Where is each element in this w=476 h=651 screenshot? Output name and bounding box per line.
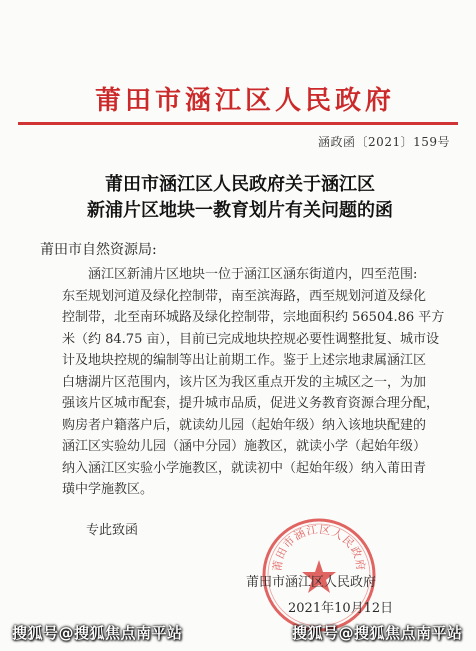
title-line: 莆田市涵江区人民政府关于涵江区 — [105, 174, 375, 195]
body-line: 东至规划河道及绿化控制带，南至滨海路，西至规划河道及绿化 — [62, 288, 427, 304]
body-line: 璜中学施教区。 — [62, 482, 154, 497]
issuing-authority: 莆田市涵江区人民政府 — [246, 575, 377, 590]
body-line: 控制带，北至南环城路及绿化控制带，宗地面积约 56504.86 平方 — [62, 310, 445, 325]
issue-date: 2021年10月12日 — [288, 601, 394, 616]
body-line: 米（约 84.75 亩），目前已完成地块控规必要性调整批复、城市设 — [62, 331, 439, 347]
body-line: 白塘湖片区范围内，该片区为我区重点开发的主城区之一，为加 — [62, 374, 427, 390]
body-line: 购房者户籍落户后，就读幼儿园（起始年级）纳入该地块配建的 — [62, 417, 427, 433]
letter-body — [62, 264, 450, 501]
watermark-right: 搜狐号@搜狐焦点南平站 — [292, 624, 463, 642]
document-title — [50, 172, 430, 224]
recipient: 莆田市自然资源局: — [40, 242, 157, 258]
body-line: 涵江区新浦片区地块一位于涵江区涵东街道内，四至范围: — [88, 267, 418, 282]
closing-phrase: 专此致函 — [86, 523, 139, 538]
document-number: 涵政函〔2021〕159号 — [318, 135, 450, 149]
body-line: 纳入涵江区实验小学施教区，就读初中（起始年级）纳入莆田青 — [62, 460, 427, 476]
title-line: 新浦片区地块一教育划片有关问题的函 — [87, 200, 393, 221]
body-line: 涵江区实验幼儿园（涵中分园）施教区，就读小学（起始年级） — [62, 439, 427, 454]
government-letterhead: 莆田市涵江区人民政府 — [94, 86, 395, 116]
svg-text:莆田市涵江区人民政府: 莆田市涵江区人民政府 — [270, 522, 368, 573]
body-line: 强该片区城市配套，提升城市品质，促进义务教育资源合理分配， — [62, 396, 440, 411]
letterhead-red-rule — [18, 122, 458, 125]
body-line: 计及地块控规的编制等出让前期工作。鉴于上述宗地隶属涵江区 — [62, 353, 427, 368]
watermark-left: 搜狐号@搜狐焦点南平站 — [12, 624, 183, 642]
